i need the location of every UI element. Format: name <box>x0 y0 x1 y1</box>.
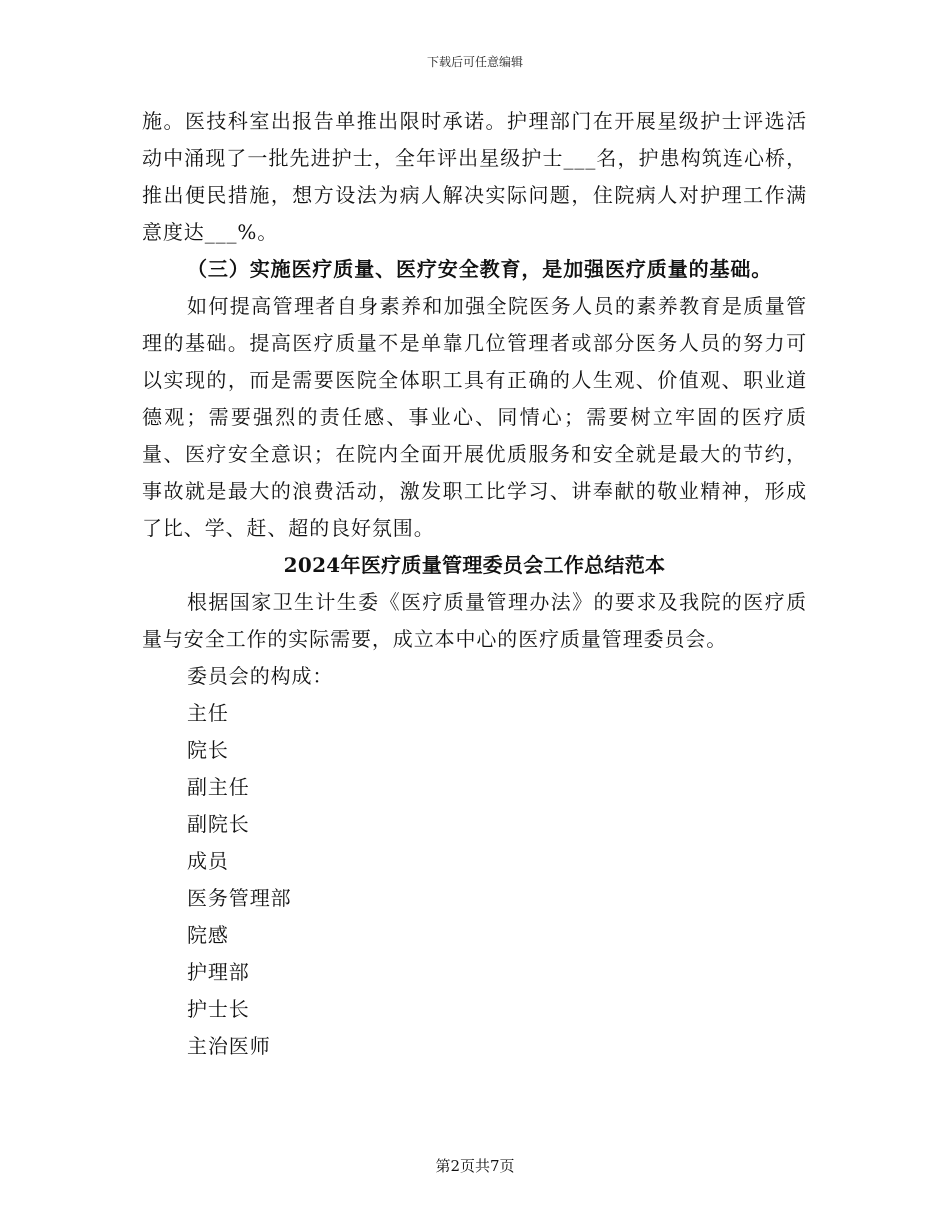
list-item: 主治医师 <box>187 1034 271 1058</box>
paragraph-committee-basis: 根据国家卫生计生委《医疗质量管理办法》的要求及我院的医疗质量与安全工作的实际需要，成立本中心的医疗质量管理委员会。 <box>142 590 807 651</box>
running-header: 下载后可任意编辑 <box>426 55 523 69</box>
list-item: 护士长 <box>187 997 250 1021</box>
list-item: 主任 <box>187 701 229 725</box>
list-item: 成员 <box>187 849 229 873</box>
list-item: 副院长 <box>187 812 250 836</box>
page-content <box>142 103 807 1065</box>
list-item: 院感 <box>187 923 229 947</box>
document-title: 2024年医疗质量管理委员会工作总结范本 <box>283 553 666 577</box>
list-item: 医务管理部 <box>187 886 292 910</box>
section-heading-three: （三）实施医疗质量、医疗安全教育，是加强医疗质量的基础。 <box>187 257 773 281</box>
paragraph-nursing-achievements: 施。医技科室出报告单推出限时承诺。护理部门在开展星级护士评选活动中涌现了一批先进护士，全年评出星级护士___名，护患构筑连心桥，推出便民措施，想方设法为病人解决实际问题，住院病人对护理工作满意度达___%。 <box>142 109 807 244</box>
committee-member-list <box>142 695 807 1065</box>
composition-label: 委员会的构成： <box>187 664 334 688</box>
list-item: 护理部 <box>187 960 250 984</box>
list-item: 院长 <box>187 738 229 762</box>
list-item: 副主任 <box>187 775 250 799</box>
paragraph-quality-education: 如何提高管理者自身素养和加强全院医务人员的素养教育是质量管理的基础。提高医疗质量不是单靠几位管理者或部分医务人员的努力可以实现的，而是需要医院全体职工具有正确的人生观、价值观、职业道德观；需要强烈的责任感、事业心、同情心；需要树立牢固的医疗质量、医疗安全意识；在院内全面开展优质服务和安全就是最大的节约，事故就是最大的浪费活动，激发职工比学习、讲奉献的敬业精神，形成了比、学、赶、超的良好氛围。 <box>142 294 807 540</box>
page-footer: 第2页共7页 <box>435 1157 515 1175</box>
